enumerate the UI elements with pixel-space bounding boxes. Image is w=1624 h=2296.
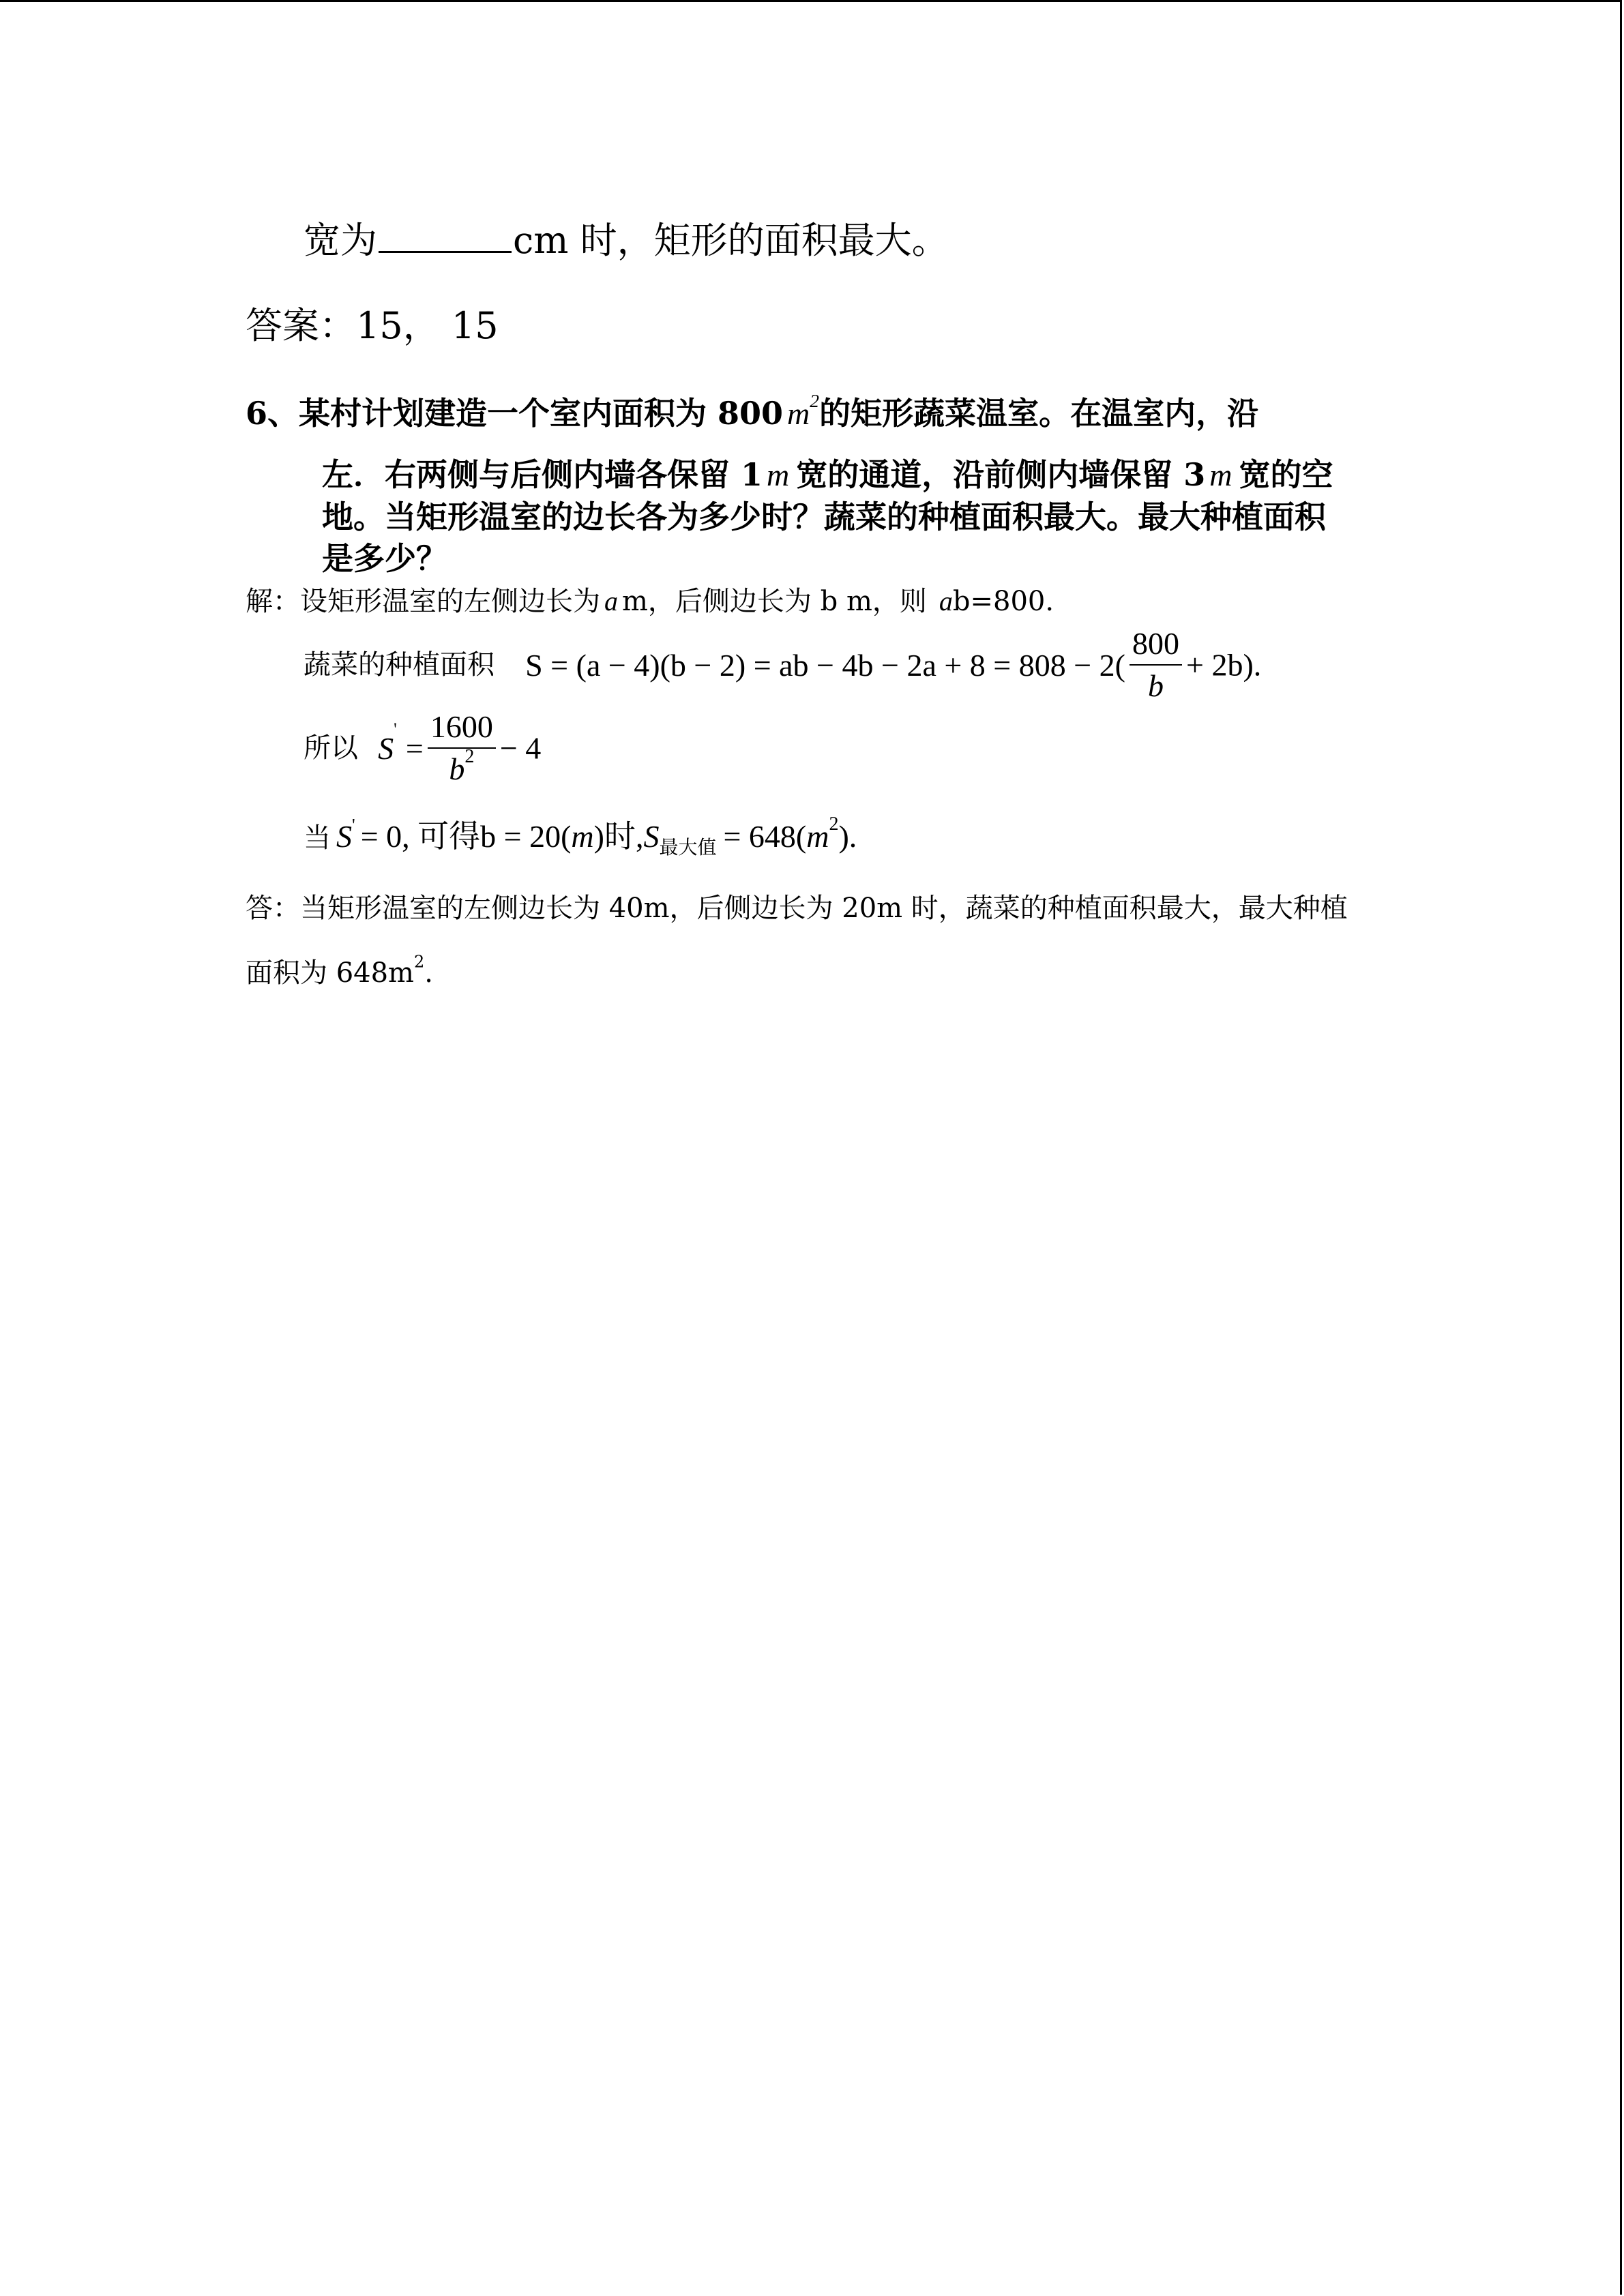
question6-line1-suffix: 的矩形蔬菜温室。在温室内，沿 bbox=[819, 395, 1259, 432]
fraction-numerator: 800 bbox=[1130, 626, 1182, 666]
equals-sign: = bbox=[405, 730, 424, 766]
question6-line4: 是多少？ bbox=[322, 540, 447, 577]
answer6-line2-end: . bbox=[424, 957, 433, 989]
area-label: 蔬菜的种植面积 bbox=[304, 649, 494, 681]
fraction-denominator: b bbox=[1148, 668, 1164, 703]
derivative-label: 所以 bbox=[304, 732, 358, 764]
when-time: )时, bbox=[593, 819, 644, 854]
question6-line1-prefix: 6、某村计划建造一个室内面积为 800 bbox=[246, 395, 784, 432]
answer6-line2 bbox=[246, 952, 433, 992]
max-subscript: 最大值 bbox=[659, 835, 717, 859]
fraction-numerator-1600: 1600 bbox=[428, 709, 496, 749]
question6-line2 bbox=[322, 453, 1333, 496]
var-a-2: a bbox=[939, 586, 953, 616]
area-formula-tail: + 2b). bbox=[1186, 647, 1262, 683]
question6-line3: 地。当矩形温室的边长各为多少时？蔬菜的种植面积最大。最大种植面积 bbox=[322, 498, 1326, 535]
var-a: a bbox=[604, 586, 618, 616]
fraction-denominator-b2 bbox=[428, 745, 496, 787]
area-formula-line bbox=[304, 626, 1261, 704]
unit-m-3: m bbox=[1209, 458, 1232, 492]
prev-question-text-after: cm 时，矩形的面积最大。 bbox=[513, 219, 949, 262]
fraction-1600-over-b2 bbox=[428, 709, 496, 787]
question6-line1 bbox=[246, 392, 1258, 435]
solution-intro-a: 解：设矩形温室的左侧边长为 bbox=[246, 586, 600, 617]
when-mid: = 0, 可得 bbox=[360, 819, 481, 854]
question6-line2-a: 左．右两侧与后侧内墙各保留 1 bbox=[322, 456, 763, 493]
solution-intro bbox=[246, 583, 1054, 620]
derivative-tail: − 4 bbox=[499, 730, 542, 766]
critical-point-line bbox=[304, 811, 857, 859]
den-base-b: b bbox=[449, 751, 465, 786]
square-exponent: 2 bbox=[810, 390, 820, 412]
max-end: ). bbox=[838, 819, 857, 854]
unit-m: m bbox=[787, 396, 810, 431]
answer6-exponent: 2 bbox=[414, 952, 425, 972]
when-m: m bbox=[571, 819, 594, 854]
area-formula: S = (a − 4)(b − 2) = ab − 4b − 2a + 8 = 808 − 2( bbox=[525, 647, 1126, 683]
den-exponent: 2 bbox=[464, 745, 475, 767]
solution-intro-b: m，后侧边长为 b m，则 bbox=[622, 586, 927, 617]
answer6-line1: 答：当矩形温室的左侧边长为 40m，后侧边长为 20m 时，蔬菜的种植面积最大，最大种植 bbox=[246, 893, 1348, 924]
when-label: 当 bbox=[304, 822, 331, 854]
unit-m-2: m bbox=[767, 458, 790, 492]
prev-question-text-before: 宽为 bbox=[304, 219, 377, 262]
question6-line2-b: 宽的通道，沿前侧内墙保留 3 bbox=[796, 456, 1206, 493]
when-prime: ' bbox=[352, 815, 355, 835]
max-unit-m: m bbox=[806, 819, 829, 854]
derivative-lhs: S bbox=[378, 730, 394, 766]
fraction-800-over-b bbox=[1130, 626, 1182, 704]
when-b: b = 20( bbox=[480, 819, 572, 854]
prev-answer: 答案：15， 15 bbox=[246, 304, 499, 347]
prev-question-line bbox=[304, 217, 949, 265]
answer-blank bbox=[379, 217, 512, 253]
max-S: S bbox=[643, 819, 660, 854]
max-value: = 648( bbox=[723, 819, 807, 854]
question6-line2-c: 宽的空 bbox=[1239, 456, 1333, 493]
solution-intro-c: b=800. bbox=[952, 586, 1054, 617]
max-exponent: 2 bbox=[829, 813, 839, 835]
prime-mark: ' bbox=[394, 719, 397, 740]
when-S: S bbox=[336, 819, 352, 854]
answer6-line2-prefix: 面积为 648m bbox=[246, 957, 414, 989]
derivative-line bbox=[304, 709, 541, 787]
